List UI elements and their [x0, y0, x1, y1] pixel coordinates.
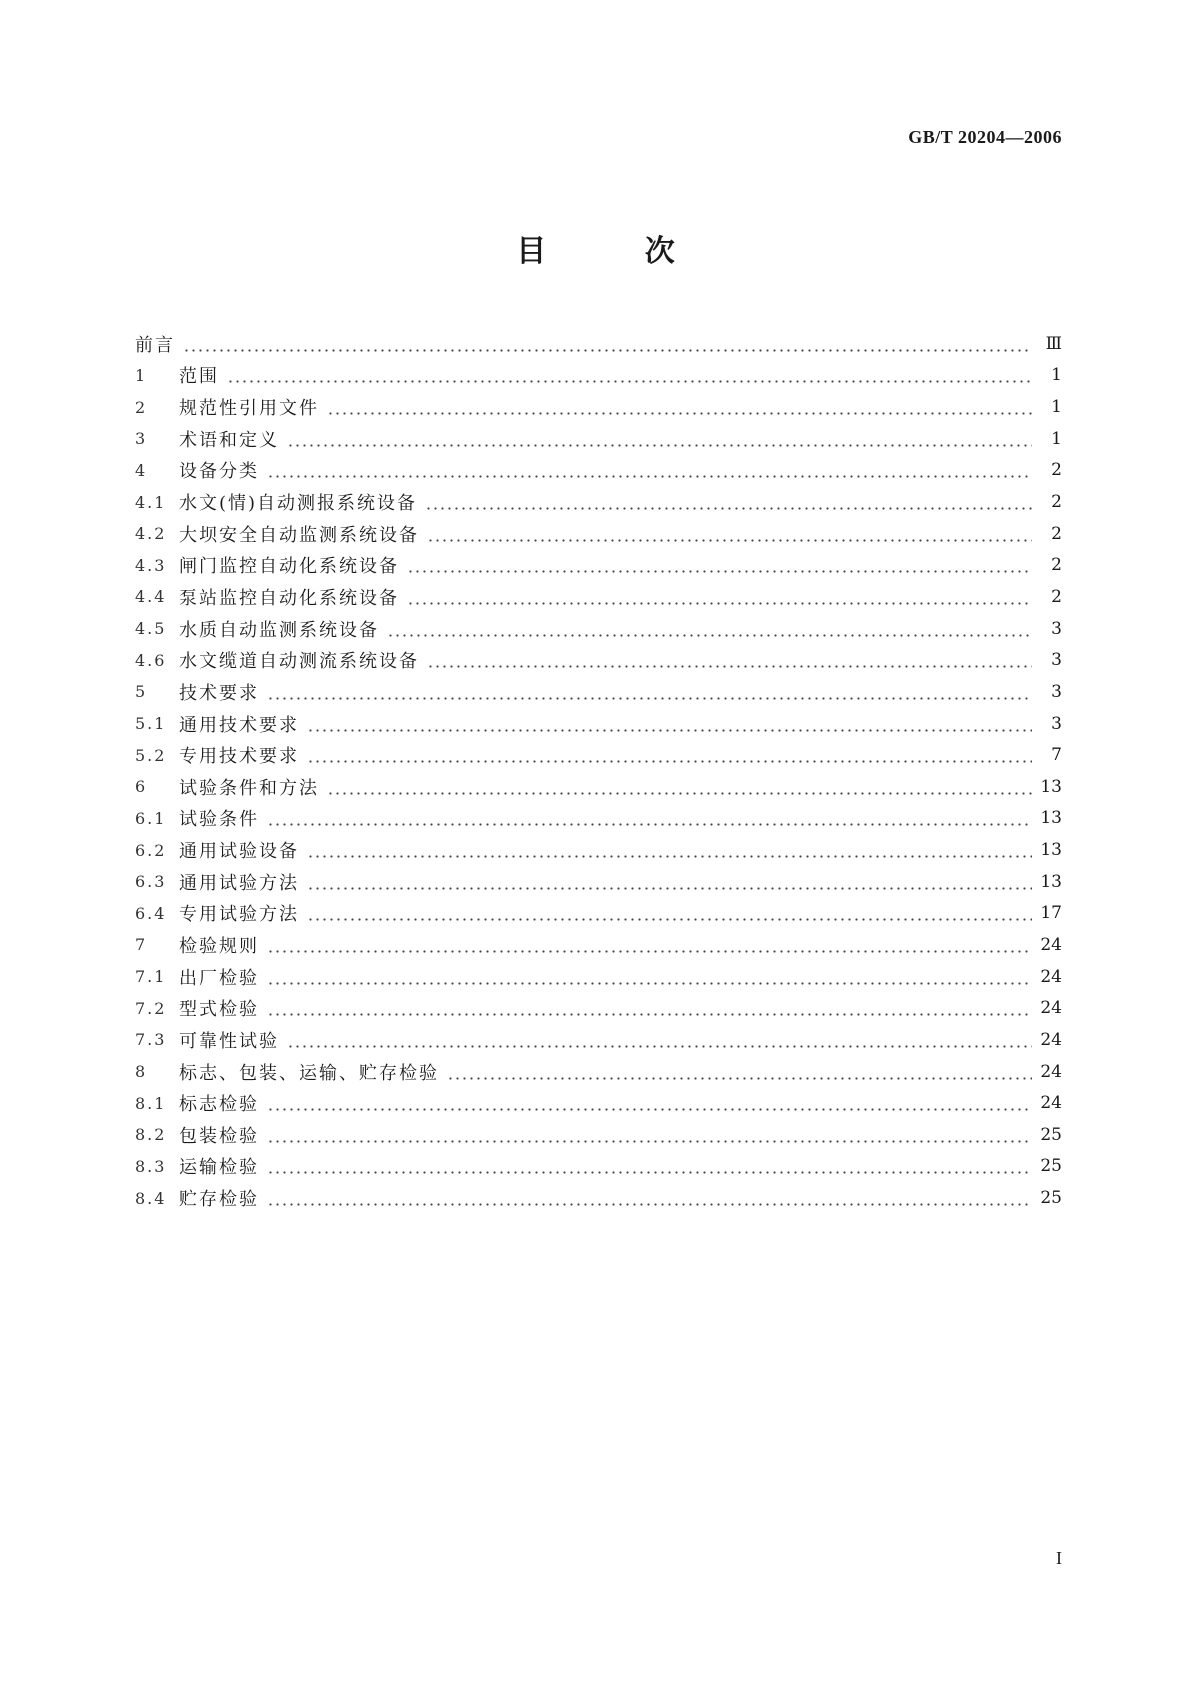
toc-entry-page: 24: [1040, 998, 1062, 1019]
toc-entry-title: 规范性引用文件: [179, 398, 319, 420]
toc-entry-number: 4: [135, 460, 148, 480]
toc-entry-number: 8: [135, 1062, 148, 1082]
toc-entry-number: 5: [135, 682, 148, 702]
toc-dot-leader: [267, 1156, 1032, 1176]
toc-entry-page: 3: [1051, 681, 1062, 702]
toc-entry[interactable]: [135, 486, 1062, 518]
toc-dot-leader: [427, 524, 1032, 544]
toc-entry-number: 4.2: [135, 524, 167, 544]
toc-entry-title: 包装检验: [179, 1125, 259, 1147]
toc-entry[interactable]: [135, 423, 1062, 455]
toc-dot-leader: [307, 872, 1032, 892]
toc-dot-leader: [287, 429, 1032, 449]
toc-entry-title: 技术要求: [179, 682, 259, 704]
toc-dot-leader: [447, 1062, 1032, 1082]
toc-entry[interactable]: [135, 455, 1062, 487]
toc-dot-leader: [387, 619, 1032, 639]
toc-entry-page: Ⅲ: [1045, 333, 1062, 354]
toc-dot-leader: [427, 650, 1032, 670]
toc-dot-leader: [267, 1093, 1032, 1113]
toc-entry-page: 1: [1051, 428, 1062, 449]
toc-entry-page: 17: [1040, 903, 1062, 924]
toc-entry-page: 24: [1040, 934, 1062, 955]
toc-entry-title: 水文(情)自动测报系统设备: [179, 493, 418, 515]
toc-entry-page: 25: [1040, 1156, 1062, 1177]
toc-dot-leader: [407, 587, 1032, 607]
toc-dot-leader: [267, 1188, 1032, 1208]
toc-dot-leader: [267, 967, 1032, 987]
toc-dot-leader: [287, 1030, 1032, 1050]
toc-entry-page: 25: [1040, 1124, 1062, 1145]
toc-entry-page: 2: [1051, 523, 1062, 544]
toc-entry-page: 24: [1040, 1093, 1062, 1114]
toc-dot-leader: [425, 492, 1032, 512]
toc-entry-number: 6.1: [135, 808, 167, 828]
toc-entry-page: 24: [1040, 966, 1062, 987]
toc-entry-number: 7: [135, 935, 148, 955]
toc-entry[interactable]: [135, 328, 1062, 360]
toc-entry-number: 1: [135, 365, 148, 385]
toc-entry-title: 通用试验设备: [179, 841, 299, 863]
toc-dot-leader: [267, 1125, 1032, 1145]
toc-entry[interactable]: [135, 391, 1062, 423]
toc-entry-page: 2: [1051, 586, 1062, 607]
toc-entry[interactable]: [135, 1182, 1062, 1214]
toc-entry-title: 试验条件和方法: [179, 777, 319, 799]
toc-entry-page: 1: [1051, 365, 1062, 386]
toc-entry[interactable]: [135, 1151, 1062, 1183]
toc-entry-title: 前言: [135, 334, 175, 356]
toc-entry[interactable]: [135, 1119, 1062, 1151]
toc-dot-leader: [267, 682, 1032, 702]
toc-entry-number: 4.4: [135, 587, 167, 607]
toc-entry-title: 范围: [179, 366, 219, 388]
toc-entry-page: 3: [1051, 618, 1062, 639]
toc-entry-number: 4.6: [135, 650, 167, 670]
toc-entry[interactable]: [135, 866, 1062, 898]
toc-entry-number: 7.3: [135, 1030, 167, 1050]
toc-entry-page: 13: [1040, 871, 1062, 892]
toc-entry[interactable]: [135, 739, 1062, 771]
toc-entry[interactable]: [135, 1056, 1062, 1088]
toc-entry[interactable]: [135, 644, 1062, 676]
toc-entry-title: 泵站监控自动化系统设备: [179, 587, 399, 609]
toc-entry-title: 设备分类: [179, 461, 259, 483]
toc-dot-leader: [267, 460, 1032, 480]
toc-entry[interactable]: [135, 549, 1062, 581]
toc-entry-number: 4.3: [135, 555, 167, 575]
toc-entry-page: 3: [1051, 713, 1062, 734]
toc-dot-leader: [407, 555, 1032, 575]
toc-entry-page: 2: [1051, 460, 1062, 481]
toc-entry-title: 专用试验方法: [179, 904, 299, 926]
toc-dot-leader: [183, 334, 1032, 354]
toc-entry-page: 13: [1040, 808, 1062, 829]
toc-entry-page: 2: [1051, 492, 1062, 513]
toc-entry[interactable]: [135, 803, 1062, 835]
toc-entry-number: 4.1: [135, 492, 167, 512]
toc-entry-page: 13: [1040, 840, 1062, 861]
toc-entry-title: 试验条件: [179, 809, 259, 831]
toc-entry-title: 可靠性试验: [179, 1030, 279, 1052]
toc-entry-title: 检验规则: [179, 935, 259, 957]
toc-entry-title: 水质自动监测系统设备: [179, 619, 379, 641]
toc-dot-leader: [307, 840, 1032, 860]
toc-entry-page: 2: [1051, 555, 1062, 576]
toc-entry-number: 7.2: [135, 998, 167, 1018]
toc-entry[interactable]: [135, 961, 1062, 993]
toc-entry[interactable]: [135, 708, 1062, 740]
toc-entry-title: 通用技术要求: [179, 714, 299, 736]
toc-entry-title: 贮存检验: [179, 1189, 259, 1211]
page-number: I: [1056, 1548, 1062, 1568]
toc-entry-title: 标志检验: [179, 1094, 259, 1116]
toc-dot-leader: [267, 998, 1032, 1018]
toc-entry-number: 5.2: [135, 745, 167, 765]
toc-entry[interactable]: [135, 771, 1062, 803]
standard-code: GB/T 20204—2006: [908, 127, 1062, 147]
toc-entry-number: 6.4: [135, 903, 167, 923]
toc-entry-number: 8.2: [135, 1125, 167, 1145]
toc-dot-leader: [327, 397, 1032, 417]
toc-entry-number: 4.5: [135, 619, 167, 639]
toc-entry-number: 8.3: [135, 1156, 167, 1176]
toc-entry-number: 6.3: [135, 872, 167, 892]
toc-entry-title: 大坝安全自动监测系统设备: [179, 524, 419, 546]
toc-entry[interactable]: [135, 613, 1062, 645]
toc-entry-page: 3: [1051, 650, 1062, 671]
toc-dot-leader: [307, 903, 1032, 923]
toc-entry[interactable]: [135, 1087, 1062, 1119]
toc-entry[interactable]: [135, 834, 1062, 866]
toc-entry-title: 标志、包装、运输、贮存检验: [179, 1062, 439, 1084]
toc-entry-page: 13: [1040, 776, 1062, 797]
toc-entry-title: 运输检验: [179, 1157, 259, 1179]
toc-entry-title: 水文缆道自动测流系统设备: [179, 651, 419, 673]
toc-entry-title: 术语和定义: [179, 429, 279, 451]
toc-dot-leader: [327, 777, 1032, 797]
toc-entry[interactable]: [135, 992, 1062, 1024]
toc-entry-number: 7.1: [135, 967, 167, 987]
table-of-contents: [135, 328, 1062, 1214]
toc-entry-page: 24: [1040, 1029, 1062, 1050]
toc-entry-page: 24: [1040, 1061, 1062, 1082]
toc-entry-number: 2: [135, 397, 148, 417]
toc-dot-leader: [267, 808, 1032, 828]
toc-entry-number: 8.1: [135, 1093, 167, 1113]
toc-entry-page: 1: [1051, 397, 1062, 418]
toc-dot-leader: [267, 935, 1032, 955]
toc-entry-title: 闸门监控自动化系统设备: [179, 556, 399, 578]
toc-entry-title: 专用技术要求: [179, 746, 299, 768]
toc-entry[interactable]: [135, 676, 1062, 708]
toc-entry-number: 6.2: [135, 840, 167, 860]
toc-entry-number: 8.4: [135, 1188, 167, 1208]
toc-entry[interactable]: [135, 1024, 1062, 1056]
toc-entry-title: 型式检验: [179, 999, 259, 1021]
toc-entry[interactable]: [135, 929, 1062, 961]
toc-entry[interactable]: [135, 898, 1062, 930]
toc-entry-title: 通用试验方法: [179, 872, 299, 894]
toc-entry-title: 出厂检验: [179, 967, 259, 989]
toc-entry-page: 25: [1040, 1188, 1062, 1209]
toc-entry[interactable]: [135, 581, 1062, 613]
page-title: 目 次: [516, 234, 719, 269]
toc-entry-number: 5.1: [135, 714, 167, 733]
toc-dot-leader: [307, 745, 1032, 765]
toc-entry[interactable]: [135, 518, 1062, 550]
toc-entry-number: 6: [135, 777, 148, 797]
toc-entry-page: 7: [1051, 745, 1062, 766]
toc-entry-number: 3: [135, 429, 148, 449]
toc-entry[interactable]: [135, 360, 1062, 392]
toc-dot-leader: [227, 365, 1032, 385]
toc-dot-leader: [307, 714, 1032, 734]
